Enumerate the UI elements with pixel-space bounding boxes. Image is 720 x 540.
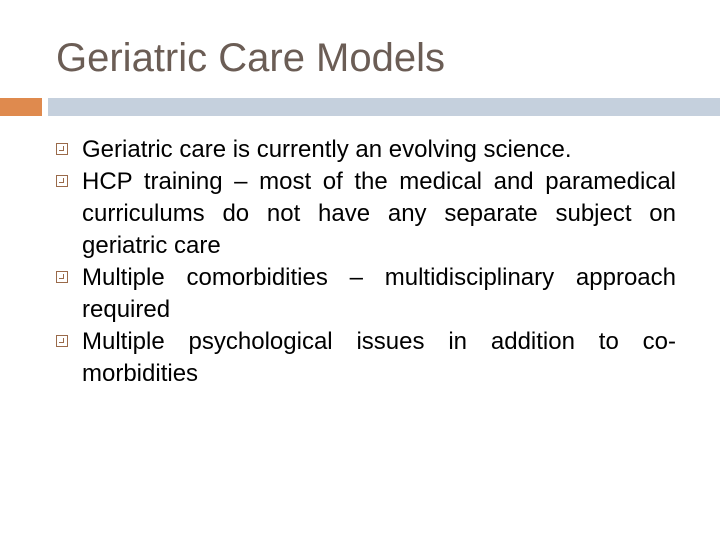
square-bullet-icon: [56, 175, 68, 187]
bullet-item: [0, 326, 720, 390]
title-divider-accent: [0, 98, 42, 116]
bullet-text: Multiple psychological issues in addition to co-morbidities: [82, 328, 676, 387]
bullet-item: [0, 166, 720, 262]
square-bullet-icon: [56, 143, 68, 155]
bullet-text: Geriatric care is currently an evolving science.: [82, 136, 572, 163]
slide-title: Geriatric Care Models: [56, 36, 446, 80]
bullet-text: HCP training – most of the medical and paramedical curriculums do not have any separate subject on geriatric care: [82, 168, 676, 259]
square-bullet-icon: [56, 335, 68, 347]
bullet-text: Multiple comorbidities – multidisciplinary approach required: [82, 264, 676, 323]
bullet-item: [0, 134, 720, 166]
bullet-list: [0, 134, 720, 390]
title-divider: [0, 98, 720, 116]
bullet-item: [0, 262, 720, 326]
square-bullet-icon: [56, 271, 68, 283]
title-divider-bar: [48, 98, 720, 116]
